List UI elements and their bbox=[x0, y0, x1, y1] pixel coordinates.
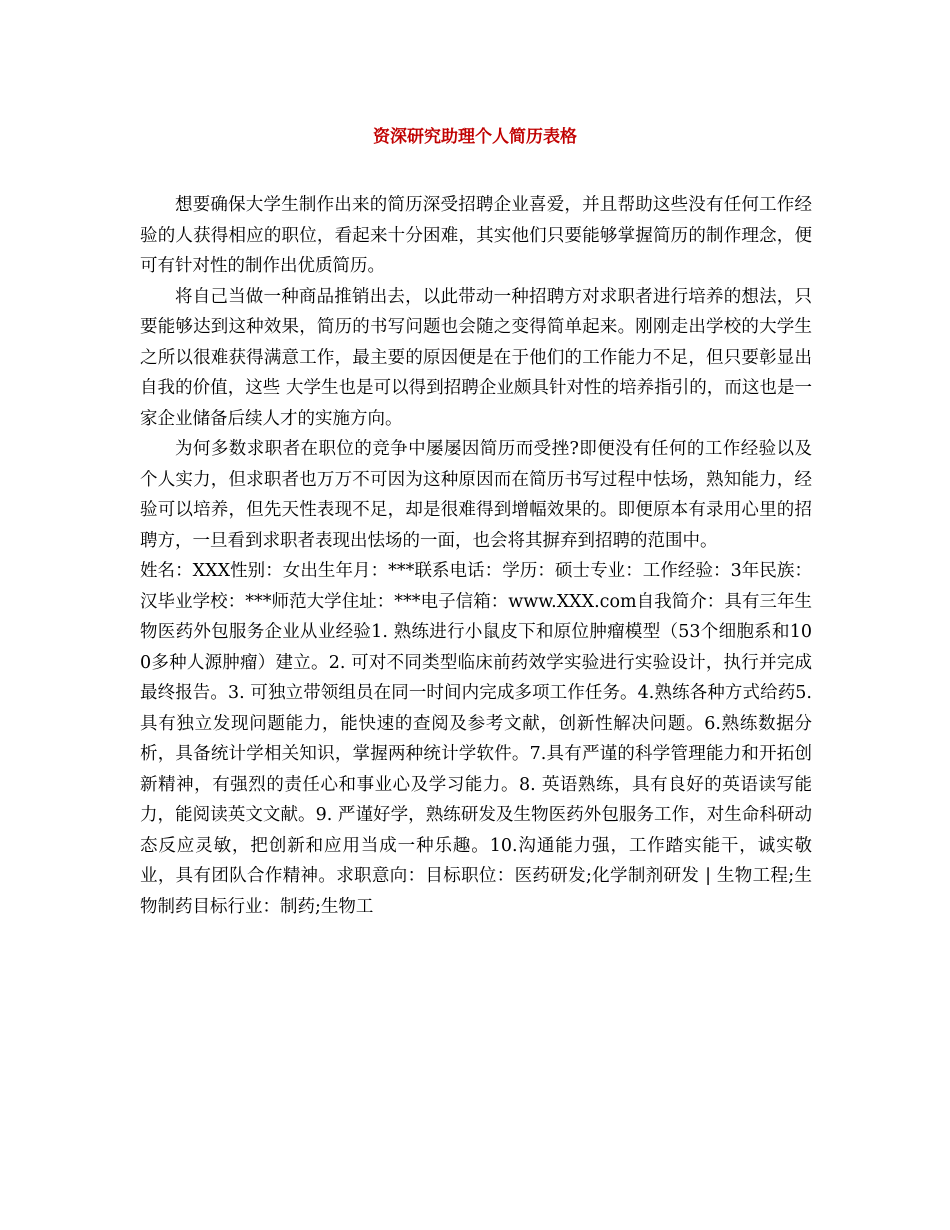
intro-paragraph-3: 为何多数求职者在职位的竞争中屡屡因简历而受挫?即便没有任何的工作经验以及个人实力，但求职者也万万不可因为这种原因而在简历书写过程中怯场，熟知能力，经验可以培养，但先天性表现不足，却是很难得到增幅效果的。即便原本有录用心里的招聘方，一旦看到求职者表现出怯场的一面，也会将其摒弃到招聘的范围中。 bbox=[140, 439, 812, 551]
intro-paragraph-1: 想要确保大学生制作出来的简历深受招聘企业喜爱，并且帮助这些没有任何工作经验的人获得相应的职位，看起来十分困难，其实他们只要能够掌握简历的制作理念，便可有针对性的制作出优质简历。 bbox=[140, 195, 812, 276]
resume-details-block: 姓名：XXX性别：女出生年月：***联系电话：学历：硕士专业：工作经验：3年民族：汉毕业学校：***师范大学住址：***电子信箱：www.XXX.com自我简介：具有三年生物医药外包服务企业从业经验1. 熟练进行小鼠皮下和原位肿瘤模型（53个细胞系和100多种人源肿瘤）建立。2. 可对不同类型临床前药效学实验进行实验设计，执行并完成最终报告。3. 可独立带领组员在同一时间内完成多项工作任务。4.熟练各种方式给药5. 具有独立发现问题能力，能快速的查阅及参考文献，创新性解决问题。6.熟练数据分析，具备统计学相关知识，掌握两种统计学软件。7.具有严谨的科学管理能力和开拓创新精神，有强烈的责任心和事业心及学习能力。8. 英语熟练，具有良好的英语读写能力，能阅读英文文献。9. 严谨好学，熟练研发及生物医药外包服务工作，对生命科研动态反应灵敏，把创新和应用当成一种乐趣。10.沟通能力强，工作踏实能干，诚实敬业，具有团队合作精神。求职意向：目标职位：医药研发;化学制剂研发 | 生物工程;生物制药目标行业：制药;生物工 bbox=[140, 561, 812, 917]
document-title: 资深研究助理个人简历表格 bbox=[373, 127, 577, 147]
intro-paragraph-2: 将自己当做一种商品推销出去，以此带动一种招聘方对求职者进行培养的想法，只要能够达到这种效果，简历的书写问题也会随之变得简单起来。刚刚走出学校的大学生之所以很难获得满意工作，最主要的原因便是在于他们的工作能力不足，但只要彰显出自我的价值，这些 大学生也是可以得到招聘企业颇具针对性的培养指引的，而这也是一家企业储备后续人才的实施方向。 bbox=[140, 286, 812, 429]
document-body bbox=[140, 190, 812, 922]
